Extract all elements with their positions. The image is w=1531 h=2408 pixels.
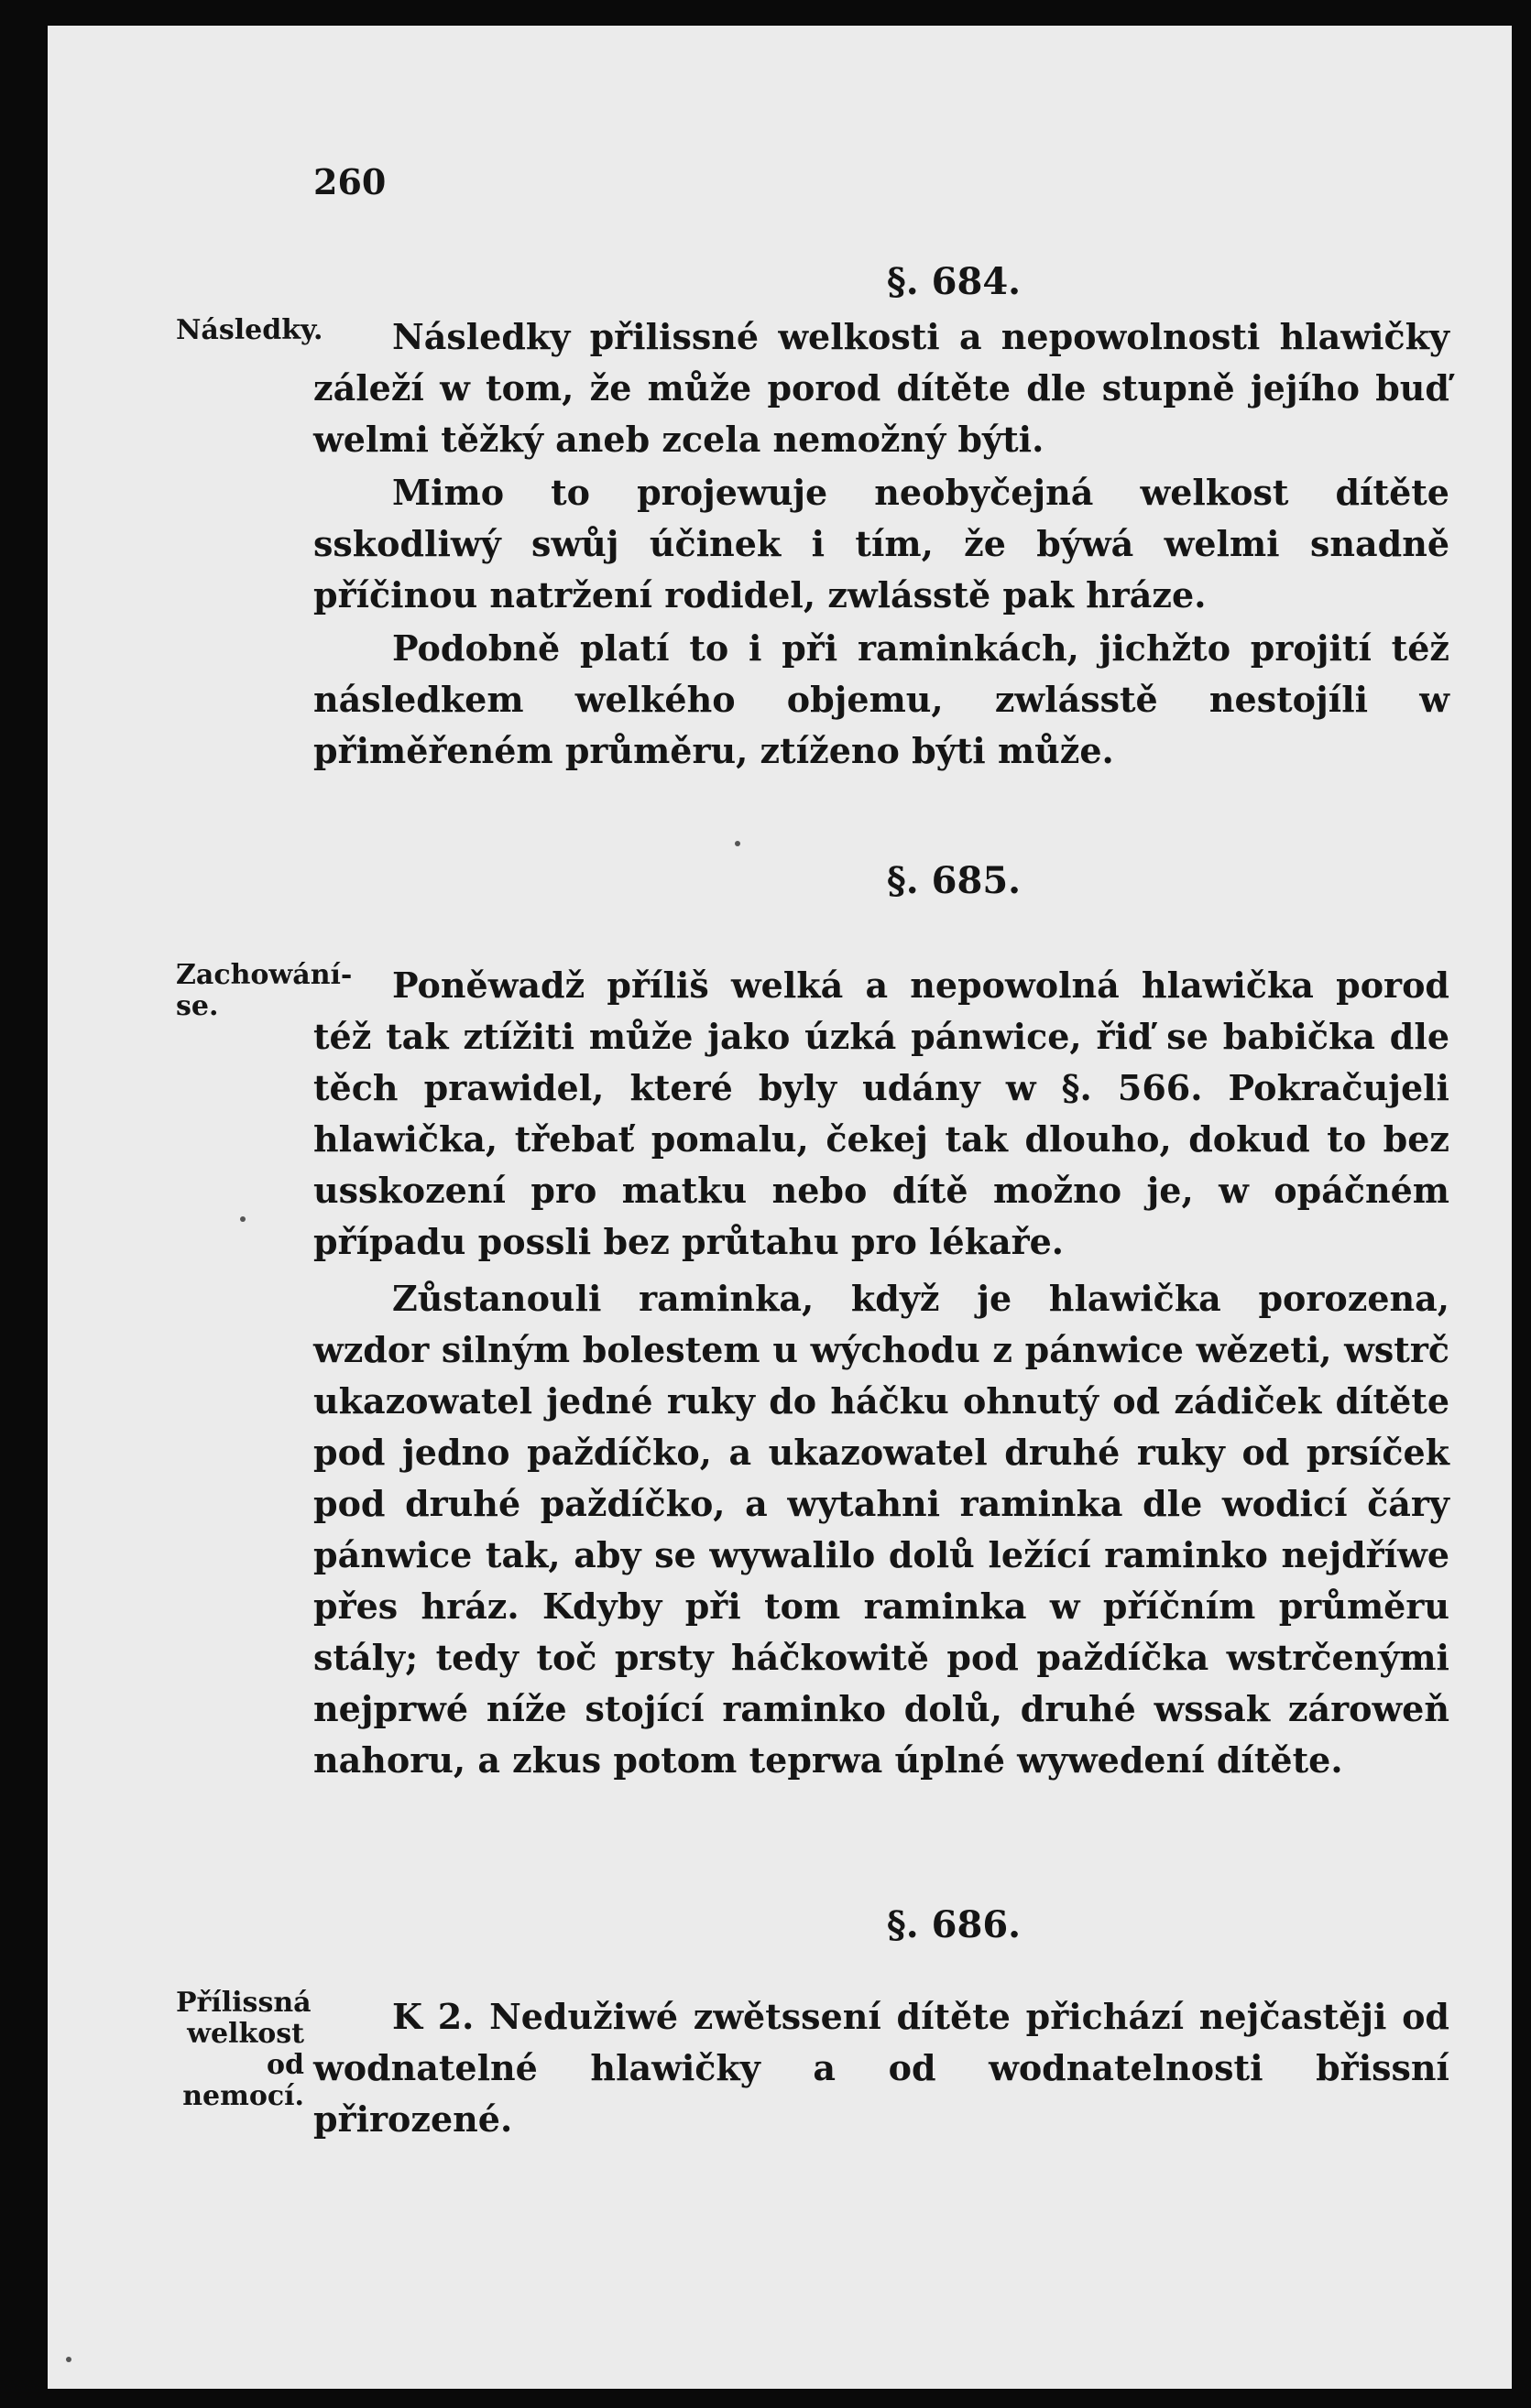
paragraph-684-3: Podobně platí to i při raminkách, jichžto projití též následkem welkého objemu, zwlásstě nestojíli w přiměřeném průměru, ztíženo býti může. — [313, 627, 1449, 771]
page-number: 260 — [313, 161, 387, 202]
paragraph-684-1: Následky přilissné welkosti a nepowolnosti hlawičky záleží w tom, že může porod dítěte dle stupně jejího buď welmi těžký aneb zcela nemožný býti. — [313, 316, 1449, 460]
paragraph-684-2: Mimo to projewuje neobyčejná welkost dítěte sskodliwý swůj účinek i tím, že býwá welmi snadně příčinou natržení rodidel, zwlásstě pak hráze. — [313, 472, 1449, 616]
margin-note-nasledky: Následky. — [176, 314, 323, 346]
paragraph-685-1: Poněwadž příliš welká a nepowolná hlawička porod též tak ztížiti může jako úzká pánwice, řiď se babička dle těch prawidel, které byly udány w §. 566. Pokračujeli hlawička, třebať pomalu, čekej tak dlouho, dokud to bez usskození pro matku nebo dítě možno je, w opáčném případu possli bez průtahu pro lékaře. — [313, 964, 1449, 1262]
paragraph-686-1: K 2. Nedužiwé zwětssení dítěte přichází nejčastěji od wodnatelné hlawičky a od wodnatelnosti břissní přirozené. — [313, 1996, 1449, 2140]
margin-note-zachowani: Zachowání-se. — [176, 959, 353, 1022]
section-heading-684: §. 684. — [886, 260, 1022, 303]
margin-note-prilissna: Přílissná welkost od nemocí. — [176, 1987, 312, 2112]
paragraph-685-2: Zůstanouli raminka, když je hlawička porozena, wzdor silným bolestem u wýchodu z pánwice wězeti, wstrč ukazowatel jedné ruky do háčku ohnutý od zádiček dítěte pod jedno paždíčko, a ukazowatel druhé ruky od prsíček pod druhé paždíčko, a wytahni raminka dle wodicí čáry pánwice tak, aby se wywalilo dolů ležící raminko nejdříwe přes hráz. Kdyby při tom raminka w příčním průměru stály; tedy toč prsty háčkowitě pod paždíčka wstrčenými nejprwé níže stojící raminko dolů, druhé wssak zároweň nahoru, a zkus potom teprwa úplné wywedení dítěte. — [313, 1278, 1449, 1781]
book-page — [48, 26, 1512, 2389]
section-heading-686: §. 686. — [886, 1903, 1022, 1946]
paper-speck — [735, 841, 740, 846]
paper-speck — [66, 2357, 71, 2362]
section-heading-685: §. 685. — [886, 859, 1022, 902]
paper-speck — [240, 1216, 246, 1222]
